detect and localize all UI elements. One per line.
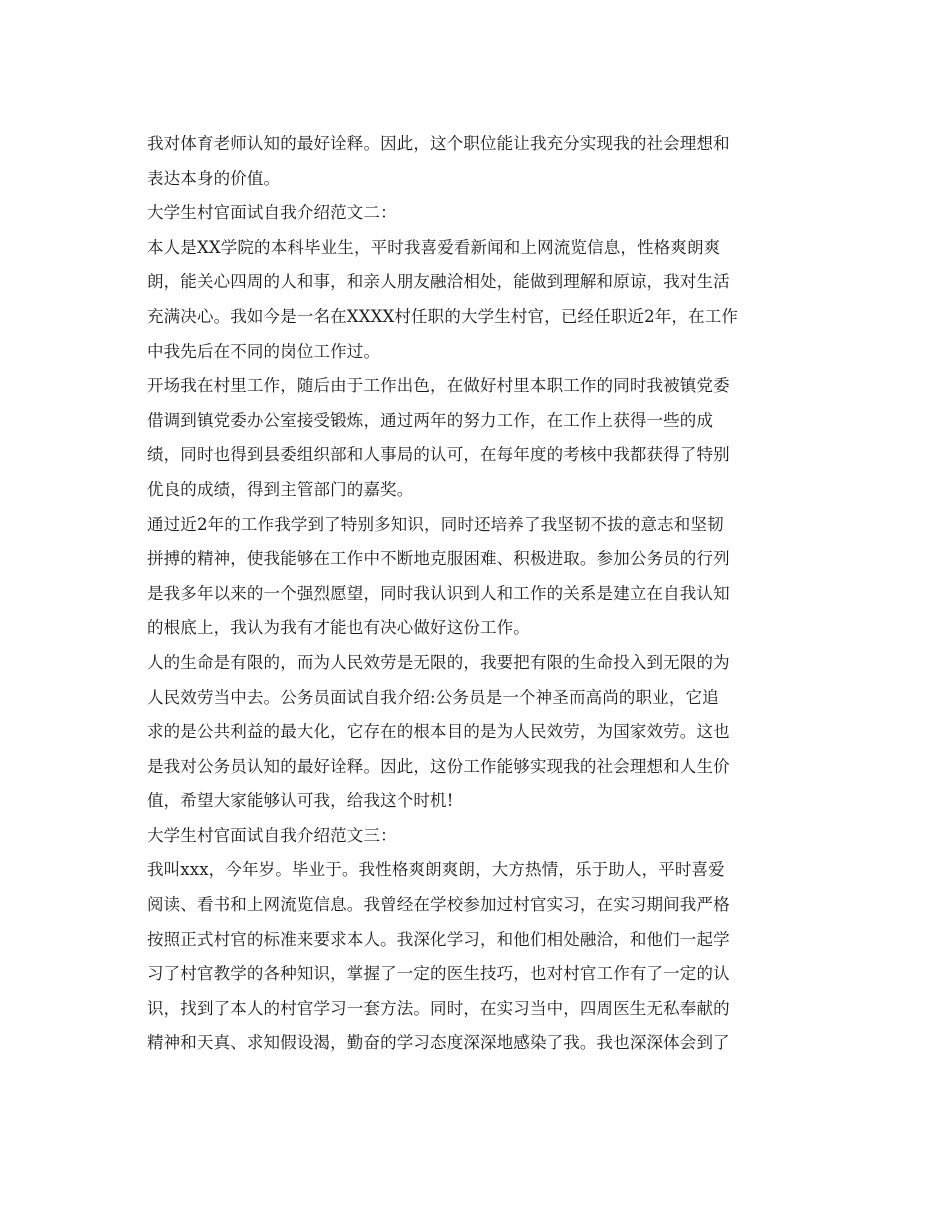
text-line: 阅读、看书和上网流览信息。我曾经在学校参加过村官实习，在实习期间我严格 bbox=[147, 895, 730, 915]
text-line: 朗，能关心四周的人和事，和亲人朋友融洽相处，能做到理解和原谅，我对生活 bbox=[147, 272, 730, 292]
text-line: 按照正式村官的标准来要求本人。我深化学习，和他们相处融洽，和他们一起学 bbox=[147, 929, 730, 949]
text-line: 拼搏的精神，使我能够在工作中不断地克服困难、积极进取。参加公务员的行列 bbox=[147, 549, 730, 569]
text-line: 优良的成绩，得到主管部门的嘉奖。 bbox=[147, 479, 414, 499]
text-line: 我对体育老师认知的最好诠释。因此，这个职位能让我充分实现我的社会理想和 bbox=[147, 134, 730, 153]
text-line: 中我先后在不同的岗位工作过。 bbox=[147, 341, 381, 361]
text-line: 充满决心。我如今是一名在XXXX村任职的大学生村官，已经任职近2年，在工作 bbox=[147, 306, 739, 326]
text-line: 精神和天真、求知假设渴，勤奋的学习态度深深地感染了我。我也深深体会到了 bbox=[147, 1033, 730, 1053]
text-line: 习了村官教学的各种知识，掌握了一定的医生技巧，也对村官工作有了一定的认 bbox=[147, 964, 730, 984]
text-line: 的根底上，我认为我有才能也有决心做好这份工作。 bbox=[147, 618, 530, 638]
section-heading: 大学生村官面试自我介绍范文二： bbox=[147, 203, 397, 223]
text-line: 通过近2年的工作我学到了特别多知识，同时还培养了我坚韧不拔的意志和坚韧 bbox=[147, 514, 724, 534]
text-line: 表达本身的价值。 bbox=[147, 168, 281, 188]
text-line: 人民效劳当中去。公务员面试自我介绍:公务员是一个神圣而高尚的职业，它追 bbox=[147, 687, 719, 707]
text-line: 借调到镇党委办公室接受锻炼，通过两年的努力工作，在工作上获得一些的成 bbox=[147, 410, 714, 430]
text-line: 人的生命是有限的，而为人民效劳是无限的，我要把有限的生命投入到无限的为 bbox=[147, 652, 730, 672]
text-line: 我叫xxx，今年岁。毕业于。我性格爽朗爽朗，大方热情，乐于助人，平时喜爱 bbox=[147, 860, 725, 880]
document-body bbox=[147, 127, 807, 1061]
text-line: 开场我在村里工作，随后由于工作出色，在做好村里本职工作的同时我被镇党委 bbox=[147, 376, 730, 396]
section-heading: 大学生村官面试自我介绍范文三： bbox=[147, 825, 397, 845]
text-line: 本人是XX学院的本科毕业生，平时我喜爱看新闻和上网流览信息，性格爽朗爽 bbox=[147, 237, 721, 257]
text-line: 是我对公务员认知的最好诠释。因此，这份工作能够实现我的社会理想和人生价 bbox=[147, 756, 730, 776]
text-line: 求的是公共利益的最大化，它存在的根本目的是为人民效劳，为国家效劳。这也 bbox=[147, 722, 730, 742]
text-line: 识，找到了本人的村官学习一套方法。同时，在实习当中，四周医生无私奉献的 bbox=[147, 998, 730, 1018]
text-line: 绩，同时也得到县委组织部和人事局的认可，在每年度的考核中我都获得了特别 bbox=[147, 445, 730, 465]
text-line: 值，希望大家能够认可我，给我这个时机! bbox=[147, 791, 454, 811]
text-line: 是我多年以来的一个强烈愿望，同时我认识到人和工作的关系是建立在自我认知 bbox=[147, 583, 730, 603]
